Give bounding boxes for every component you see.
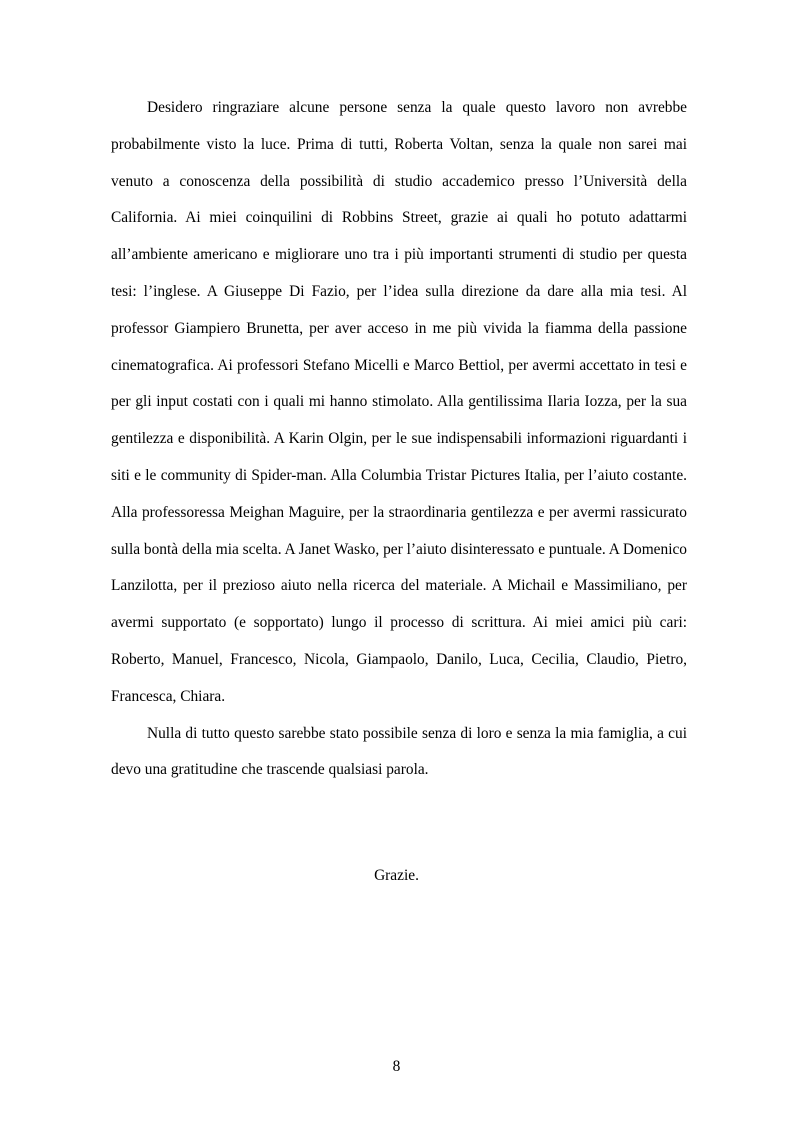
acknowledgements-paragraph-2: Nulla di tutto questo sarebbe stato possibile senza di loro e senza la mia famiglia, a cui devo una gratitudine che trascende qualsiasi parola. <box>111 724 687 779</box>
acknowledgements-body <box>111 90 687 789</box>
acknowledgements-paragraph-1: Desidero ringraziare alcune persone senza la quale questo lavoro non avrebbe probabilmente visto la luce. Prima di tutti, Roberta Voltan, senza la quale non sarei mai venuto a conoscenza della possibilità di studio accademico presso l’Università della California. Ai miei coinquilini di Robbins Street, grazie ai quali ho potuto adattarmi all’ambiente americano e migliorare uno tra i più importanti strumenti di studio per questa tesi: l’inglese. A Giuseppe Di Fazio, per l’idea sulla direzione da dare alla mia tesi. Al professor Giampiero Brunetta, per aver acceso in me più vivida la fiamma della passione cinematografica. Ai professori Stefano Micelli e Marco Bettiol, per avermi accettato in tesi e per gli input costati con i quali mi hanno stimolato. Alla gentilissima Ilaria Iozza, per la sua gentilezza e disponibilità. A Karin Olgin, per le sue indispensabili informazioni riguardanti i siti e le community di Spider-man. Alla Columbia Tristar Pictures Italia, per l’aiuto costante. Alla professoressa Meighan Maguire, per la straordinaria gentilezza e per avermi rassicurato sulla bontà della mia scelta. A Janet Wasko, per l’aiuto disinteressato e puntuale. A Domenico Lanzilotta, per il prezioso aiuto nella ricerca del materiale. A Michail e Massimiliano, per avermi supportato (e sopportato) lungo il processo di scrittura. Ai miei amici più cari: Roberto, Manuel, Francesco, Nicola, Giampaolo, Danilo, Luca, Cecilia, Claudio, Pietro, Francesca, Chiara. <box>111 99 687 705</box>
closing-thanks: Grazie. <box>374 867 419 884</box>
page-number: 8 <box>392 1058 401 1075</box>
